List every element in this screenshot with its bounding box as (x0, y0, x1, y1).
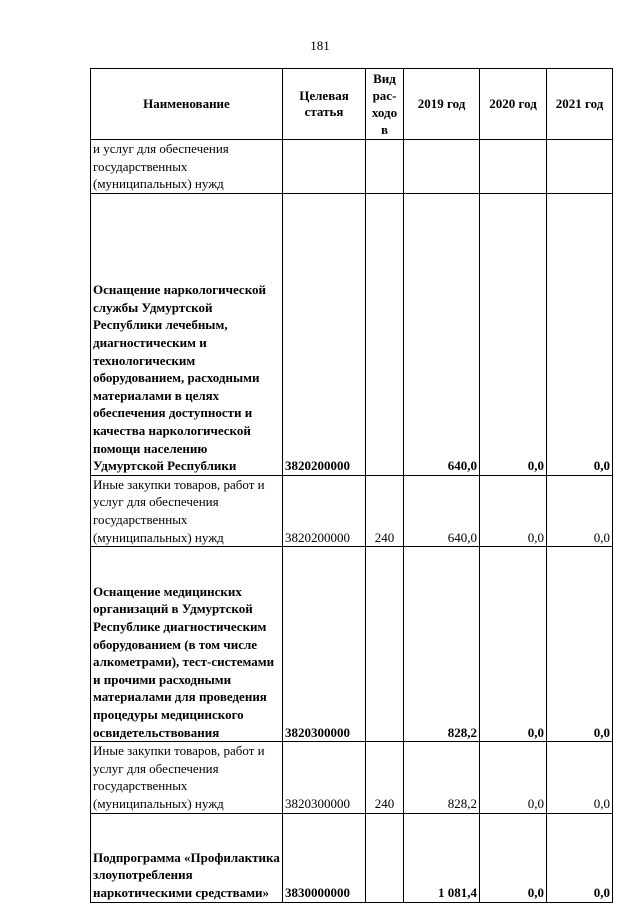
table-row (91, 547, 613, 742)
row-target-cell: 3820200000 (283, 475, 366, 546)
table-row (91, 813, 613, 902)
table-row (91, 742, 613, 813)
row-type-cell (366, 193, 404, 475)
header-year-2020: 2020 год (480, 69, 547, 140)
row-type-cell (366, 140, 404, 194)
row-name-cell: Оснащение наркологической службы Удмуртской Республики лечебным, диагностическим и технологическим оборудованием, расходными материалами в целях обеспечения доступности и качества наркологической помощи населению Удмуртской Республики (91, 193, 283, 475)
budget-table (90, 68, 613, 903)
row-name-cell: Оснащение медицинских организаций в Удмуртской Республике диагностическим оборудованием (в том числе алкометрами), тест-системами и прочими расходными материалами для проведения процедуры медицинского освидетельствования (91, 547, 283, 742)
row-2019-cell: 1 081,4 (404, 813, 480, 902)
row-2019-cell: 828,2 (404, 547, 480, 742)
row-target-cell: 3820300000 (283, 742, 366, 813)
header-year-2019: 2019 год (404, 69, 480, 140)
header-target-article-text: Целевая статья (299, 88, 349, 119)
row-name-cell: Иные закупки товаров, работ и услуг для обеспечения государственных (муниципальных) нужд (91, 742, 283, 813)
row-2020-cell (480, 140, 547, 194)
row-name-cell: Иные закупки товаров, работ и услуг для обеспечения государственных (муниципальных) нужд (91, 475, 283, 546)
row-type-cell (366, 547, 404, 742)
row-target-cell: 3820300000 (283, 547, 366, 742)
row-2019-cell: 828,2 (404, 742, 480, 813)
row-2020-cell: 0,0 (480, 742, 547, 813)
row-2020-cell: 0,0 (480, 193, 547, 475)
header-target-article (283, 69, 366, 140)
row-target-cell: 3820200000 (283, 193, 366, 475)
header-expense-type (366, 69, 404, 140)
row-type-cell: 240 (366, 475, 404, 546)
header-name: Наименование (91, 69, 283, 140)
row-target-cell (283, 140, 366, 194)
row-name-cell: Подпрограмма «Профилактика злоупотребления наркотическими средствами» (91, 813, 283, 902)
table-row (91, 193, 613, 475)
header-expense-type-text: Вид рас-ходов (371, 71, 398, 137)
row-name-cell: и услуг для обеспечения государственных (муниципальных) нужд (91, 140, 283, 194)
page-number: 181 (310, 38, 330, 53)
row-2020-cell: 0,0 (480, 813, 547, 902)
row-target-cell: 3830000000 (283, 813, 366, 902)
row-2021-cell: 0,0 (547, 193, 613, 475)
table-row (91, 475, 613, 546)
row-2021-cell: 0,0 (547, 742, 613, 813)
row-type-cell (366, 813, 404, 902)
row-2021-cell: 0,0 (547, 813, 613, 902)
header-year-2021: 2021 год (547, 69, 613, 140)
row-type-cell: 240 (366, 742, 404, 813)
table-header-row (91, 69, 613, 140)
table-row (91, 140, 613, 194)
row-2019-cell: 640,0 (404, 193, 480, 475)
row-2020-cell: 0,0 (480, 547, 547, 742)
row-2021-cell: 0,0 (547, 547, 613, 742)
row-2021-cell: 0,0 (547, 475, 613, 546)
row-2019-cell: 640,0 (404, 475, 480, 546)
row-2021-cell (547, 140, 613, 194)
row-2019-cell (404, 140, 480, 194)
row-2020-cell: 0,0 (480, 475, 547, 546)
